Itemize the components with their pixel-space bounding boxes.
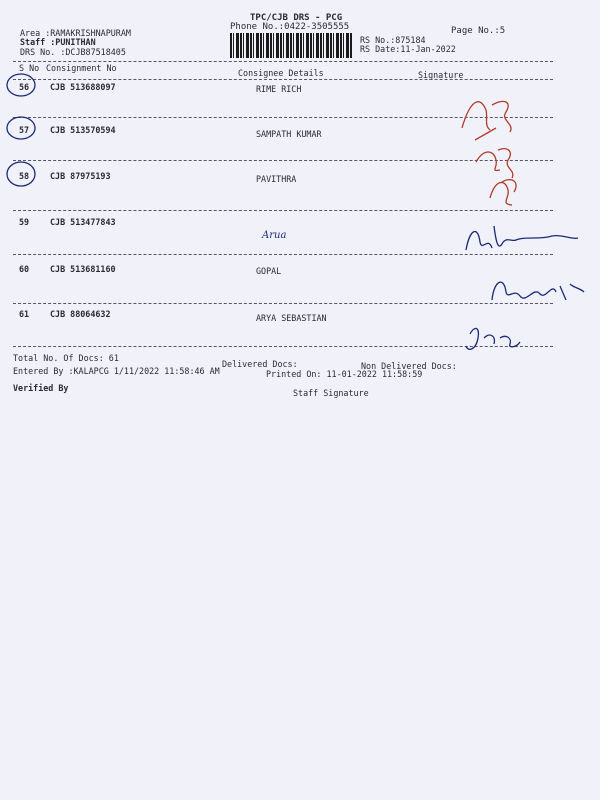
row-sno: 57 bbox=[19, 125, 30, 135]
column-consignee: Consignee Details bbox=[238, 68, 324, 78]
drs-number: DRS No. :DCJB87518405 bbox=[20, 47, 126, 57]
row-sno: 59 bbox=[19, 217, 30, 227]
row-sno: 61 bbox=[19, 309, 30, 319]
staff-signature-label: Staff Signature bbox=[293, 388, 369, 398]
total-docs: Total No. Of Docs: 61 bbox=[13, 353, 119, 363]
entered-by: Entered By :KALAPCG 1/11/2022 11:58:46 AM bbox=[13, 366, 220, 376]
non-delivered-docs: Non Delivered Docs: bbox=[361, 361, 457, 371]
blue-signature-59 bbox=[466, 226, 578, 250]
verified-by: Verified By bbox=[13, 383, 69, 393]
blue-signature-60 bbox=[492, 282, 584, 300]
circle-57 bbox=[7, 117, 35, 139]
row-consignee: RIME RICH bbox=[256, 84, 302, 94]
row-consignee: ARYA SEBASTIAN bbox=[256, 313, 327, 323]
row-consignment: CJB 88064632 bbox=[50, 309, 111, 319]
printed-on: Printed On: 11-01-2022 11:58:59 bbox=[266, 369, 423, 379]
row-consignee: PAVITHRA bbox=[256, 174, 297, 184]
row-consignment: CJB 87975193 bbox=[50, 171, 111, 181]
column-consignment: Consignment No bbox=[46, 63, 117, 73]
circle-58 bbox=[7, 162, 35, 186]
row-consignment: CJB 513477843 bbox=[50, 217, 116, 227]
row-sno: 58 bbox=[19, 171, 30, 181]
handwritten-note: Arua bbox=[262, 230, 287, 241]
staff-label: Staff :PUNITHAN bbox=[20, 37, 96, 47]
page-number: Page No.:5 bbox=[451, 26, 506, 36]
document-title: TPC/CJB DRS - PCG bbox=[250, 13, 343, 23]
red-signature-57 bbox=[476, 149, 513, 178]
blue-signature-61 bbox=[466, 328, 520, 349]
row-consignee: SAMPATH KUMAR bbox=[256, 129, 322, 139]
rs-number: RS No.:875184 bbox=[360, 35, 426, 45]
red-signature-56 bbox=[462, 101, 511, 140]
row-consignment: CJB 513570594 bbox=[50, 125, 116, 135]
column-sno: S No bbox=[19, 63, 40, 73]
row-sno: 56 bbox=[19, 82, 30, 92]
circle-56 bbox=[7, 74, 35, 96]
rs-date: RS Date:11-Jan-2022 bbox=[360, 44, 456, 54]
row-consignment: CJB 513688097 bbox=[50, 82, 116, 92]
delivered-docs: Delivered Docs: bbox=[222, 359, 298, 369]
red-signature-58 bbox=[490, 180, 516, 205]
column-signature: Signature bbox=[418, 70, 464, 80]
area-label: Area :RAMAKRISHNAPURAM bbox=[20, 28, 131, 38]
row-consignee: GOPAL bbox=[256, 266, 282, 276]
phone-number: Phone No.:0422-3505555 bbox=[230, 22, 350, 32]
row-sno: 60 bbox=[19, 264, 30, 274]
row-consignment: CJB 513681160 bbox=[50, 264, 116, 274]
